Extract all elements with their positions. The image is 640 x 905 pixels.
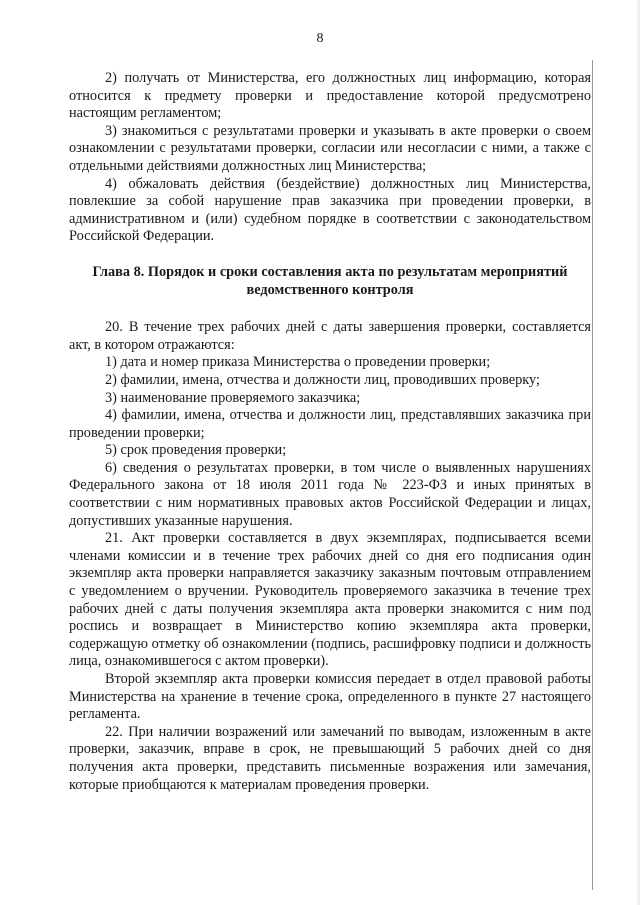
paragraph-21-second-copy: Второй экземпляр акта проверки комиссия передает в отдел правовой работы Министерства на хранение в течение срока, определенного в пункте 27 настоящего регламента. <box>69 671 591 723</box>
paragraph-20-item-1: 1) дата и номер приказа Министерства о проведении проверки; <box>105 354 491 371</box>
paragraph-item-3: 3) знакомиться с результатами проверки и указывать в акте проверки о своем ознакомлении с результатами проверки, согласии или несогласии с ними, а также с отдельными действиями должностных лиц Министерства; <box>69 122 591 174</box>
paragraph-20: 20. В течение трех рабочих дней с даты завершения проверки, составляется акт, в котором отражаются: <box>69 319 591 353</box>
paragraph-20-item-6: 6) сведения о результатах проверки, в том числе о выявленных нарушениях Федерального закона от 18 июля 2011 года № 223-ФЗ и иных принятых в соответствии с ним нормативных правовых актов Российской Федерации и лицах, допустивших указанные нарушения. <box>69 459 591 529</box>
paragraph-20-item-5: 5) срок проведения проверки; <box>105 442 287 459</box>
chapter-heading <box>69 264 591 299</box>
paragraph-20-item-3: 3) наименование проверяемого заказчика; <box>105 389 361 406</box>
scan-margin-line <box>592 60 593 890</box>
chapter-title: Глава 8. Порядок и сроки составления акта по результатам мероприятий ведомственного контроля <box>92 263 568 298</box>
paragraph-20-item-2: 2) фамилии, имена, отчества и должности лиц, проводивших проверку; <box>105 371 540 388</box>
page-content <box>69 70 591 794</box>
paragraph-22: 22. При наличии возражений или замечаний по выводам, изложенным в акте проверки, заказчик, вправе в срок, не превышающий 5 рабочих дней со дня получения акта проверки, представить письменные возражения или замечания, которые приобщаются к материалам проведения проверки. <box>69 723 591 793</box>
page-number: 8 <box>316 31 324 46</box>
paragraph-item-2: 2) получать от Министерства, его должностных лиц информацию, которая относится к предмету проверки и предоставление которой предусмотрено настоящим регламентом; <box>69 70 591 122</box>
scan-page-edge <box>636 0 640 905</box>
paragraph-20-item-4: 4) фамилии, имена, отчества и должности лиц, представлявших заказчика при проведении проверки; <box>69 407 591 441</box>
paragraph-item-4: 4) обжаловать действия (бездействие) должностных лиц Министерства, повлекшие за собой нарушение прав заказчика при проведении проверки, в административном и (или) судебном порядке в соответствии с законодательством Российской Федерации. <box>69 175 591 245</box>
paragraph-21: 21. Акт проверки составляется в двух экземплярах, подписывается всеми членами комиссии и в течение трех рабочих дней со дня его подписания один экземпляр акта проверки направляется заказчику заказным почтовым отправлением с уведомлением о вручении. Руководитель проверяемого заказчика в течение трех рабочих дней с даты получения экземпляра акта проверки знакомится с ним под роспись и возвращает в Министерство копию экземпляра акта проверки, содержащую отметку об ознакомлении (подпись, расшифровку подписи и должность лица, ознакомившегося с актом проверки). <box>69 530 591 670</box>
